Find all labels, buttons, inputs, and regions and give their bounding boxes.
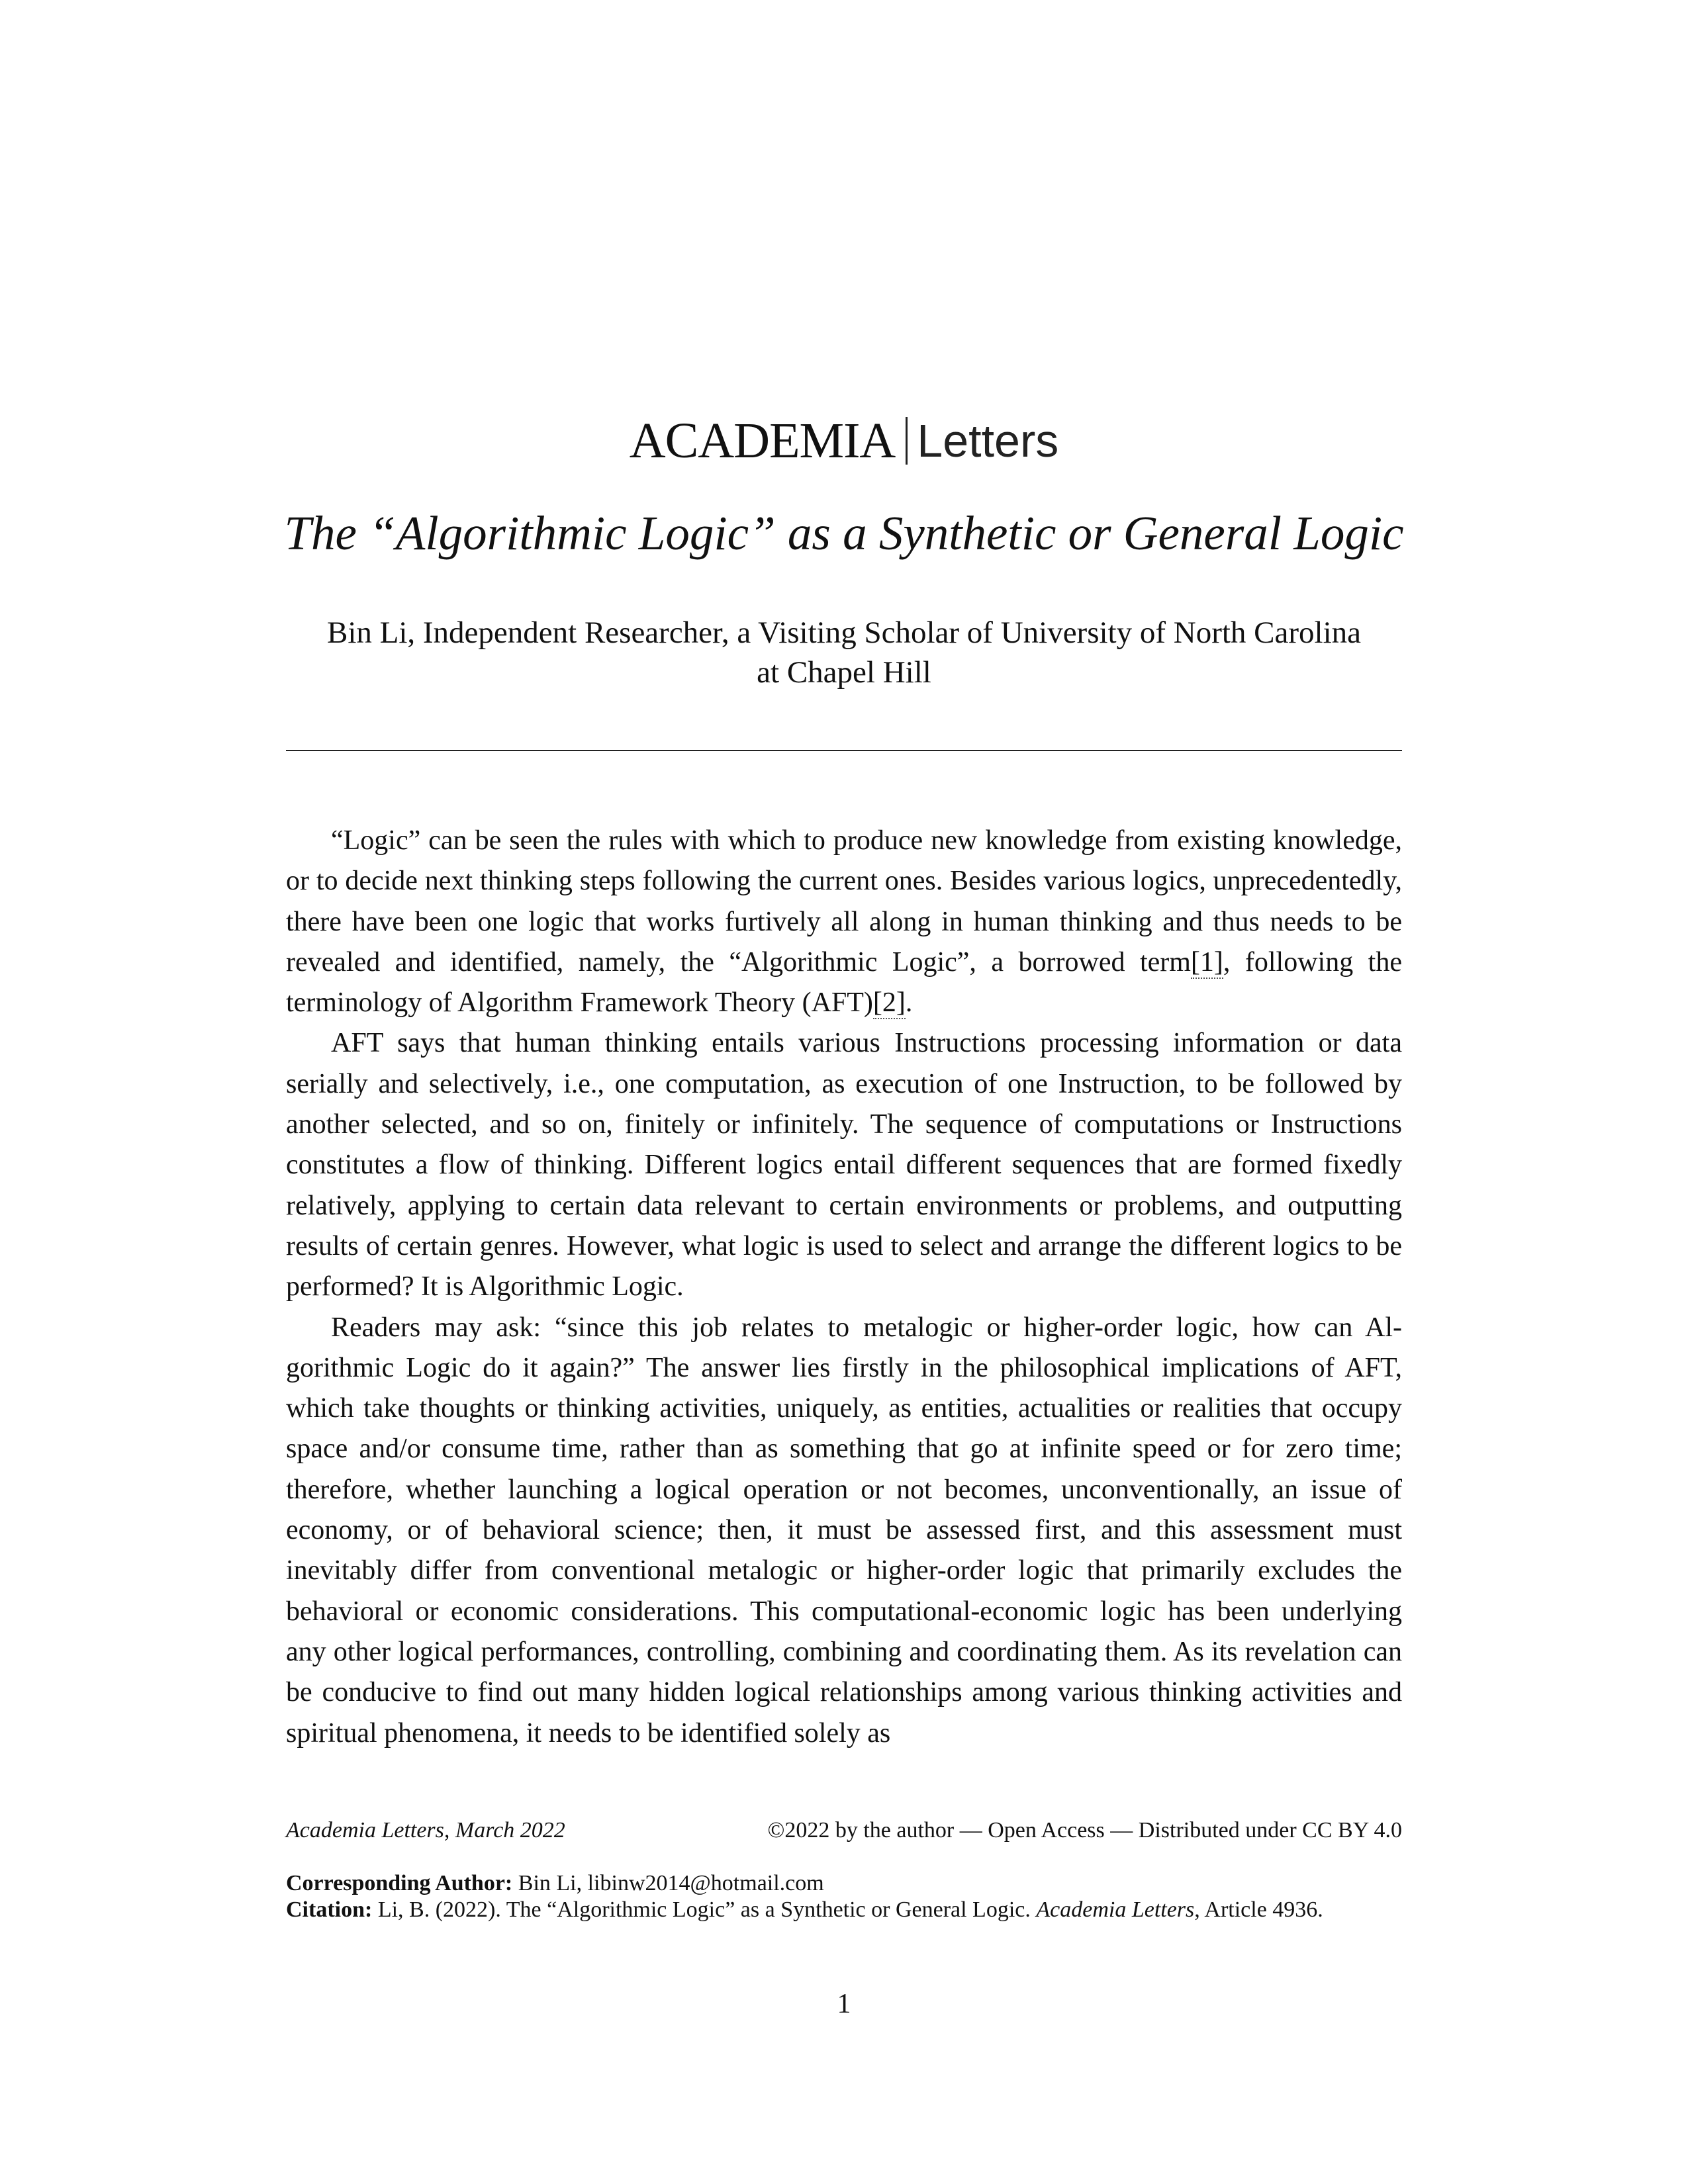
paragraph-2: AFT says that human thinking entails various Instructions processing information or data serially and selectively, i.e., one computation, as execution of one Instruction, to be followed by another selected, and so on, finitely or infinitely. The sequence of computations or Instructions constitutes a flow of thinking. Different logics entail different sequences that are formed fixedly relatively, applying to certain data relevant to certain environments or problems, and outputting results of certain genres. However, what logic is used to select and arrange the different logics to be performed? It is Algorithmic Logic.: [286, 1028, 1402, 1302]
article-body: [286, 821, 1402, 1754]
footer-journal-line: [286, 1816, 1402, 1845]
author-line-2: at Chapel Hill: [757, 655, 931, 690]
footer-journal-date: Academia Letters, March 2022: [286, 1818, 565, 1843]
footer-license: ©2022 by the author — Open Access — Distributed under CC BY 4.0: [767, 1818, 1402, 1843]
paragraph-1: [286, 821, 1402, 1023]
page-number: 1: [837, 1989, 851, 2019]
citation: [286, 1897, 1402, 1923]
citation-text: Li, B. (2022). The “Algorithmic Logic” as a Synthetic or General Logic.: [372, 1897, 1037, 1922]
footer-metadata: [286, 1870, 1402, 1923]
header-rule: [286, 750, 1402, 751]
article-title: The “Algorithmic Logic” as a Synthetic or General Logic: [284, 506, 1404, 560]
citation-label: Citation:: [286, 1897, 373, 1922]
citation-article: , Article 4936.: [1194, 1897, 1323, 1922]
masthead-divider: [906, 417, 908, 465]
masthead-brand: ACADEMIA: [629, 413, 896, 469]
reference-link-1[interactable]: [1]: [1190, 946, 1223, 978]
paragraph-1-text-b: , following the terminology of Algorithm Framework Theory (AFT): [286, 946, 1402, 1019]
corresponding-author-label: Corresponding Author:: [286, 1871, 513, 1895]
masthead-logo: [0, 413, 1688, 469]
paragraph-1-text-a: “Logic” can be seen the rules with which to produce new knowledge from existing knowledge, or to decide next thinking steps following the current ones. Besides various logics, unprecedentedly, there have been one logic that works furtively all along in human thinking and thus needs to be revealed and identified, namely, the “Algorithmic Logic”, a borrowed term: [286, 825, 1402, 978]
paragraph-1-text-c: .: [905, 987, 913, 1019]
reference-link-2[interactable]: [2]: [872, 987, 906, 1019]
corresponding-author-value: Bin Li, libinw2014@hotmail.com: [512, 1871, 824, 1895]
paragraph-3: Readers may ask: “since this job relates to metalogic or higher-order logic, how can Algorithmic Logic do it again?” The answer lies firstly in the philosophical implications of AFT, which take thoughts or thinking activities, uniquely, as entities, actualities or realities that occupy space and/or consume time, rather than as something that go at infinite speed or for zero time; therefore, whether launching a logical operation or not becomes, unconventionally, an issue of economy, or of behavioral science; then, it must be assessed first, and this assessment must inevitably differ from conventional metalogic or higher-order logic that primarily excludes the behavioral or economic considerations. This computational-economic logic has been underlying any other logical performances, controlling, combining and coordinating them. As its revelation can be conducive to find out many hidden logical relationships among various thinking activities and spiritual phenomena, it needs to be identified solely as: [286, 1312, 1402, 1749]
author-affiliation: [265, 613, 1423, 692]
citation-journal: Academia Letters: [1036, 1897, 1195, 1922]
author-line-1: Bin Li, Independent Researcher, a Visiting Scholar of University of North Carolina: [326, 615, 1361, 650]
corresponding-author: [286, 1870, 1402, 1897]
masthead-section: Letters: [917, 415, 1059, 467]
